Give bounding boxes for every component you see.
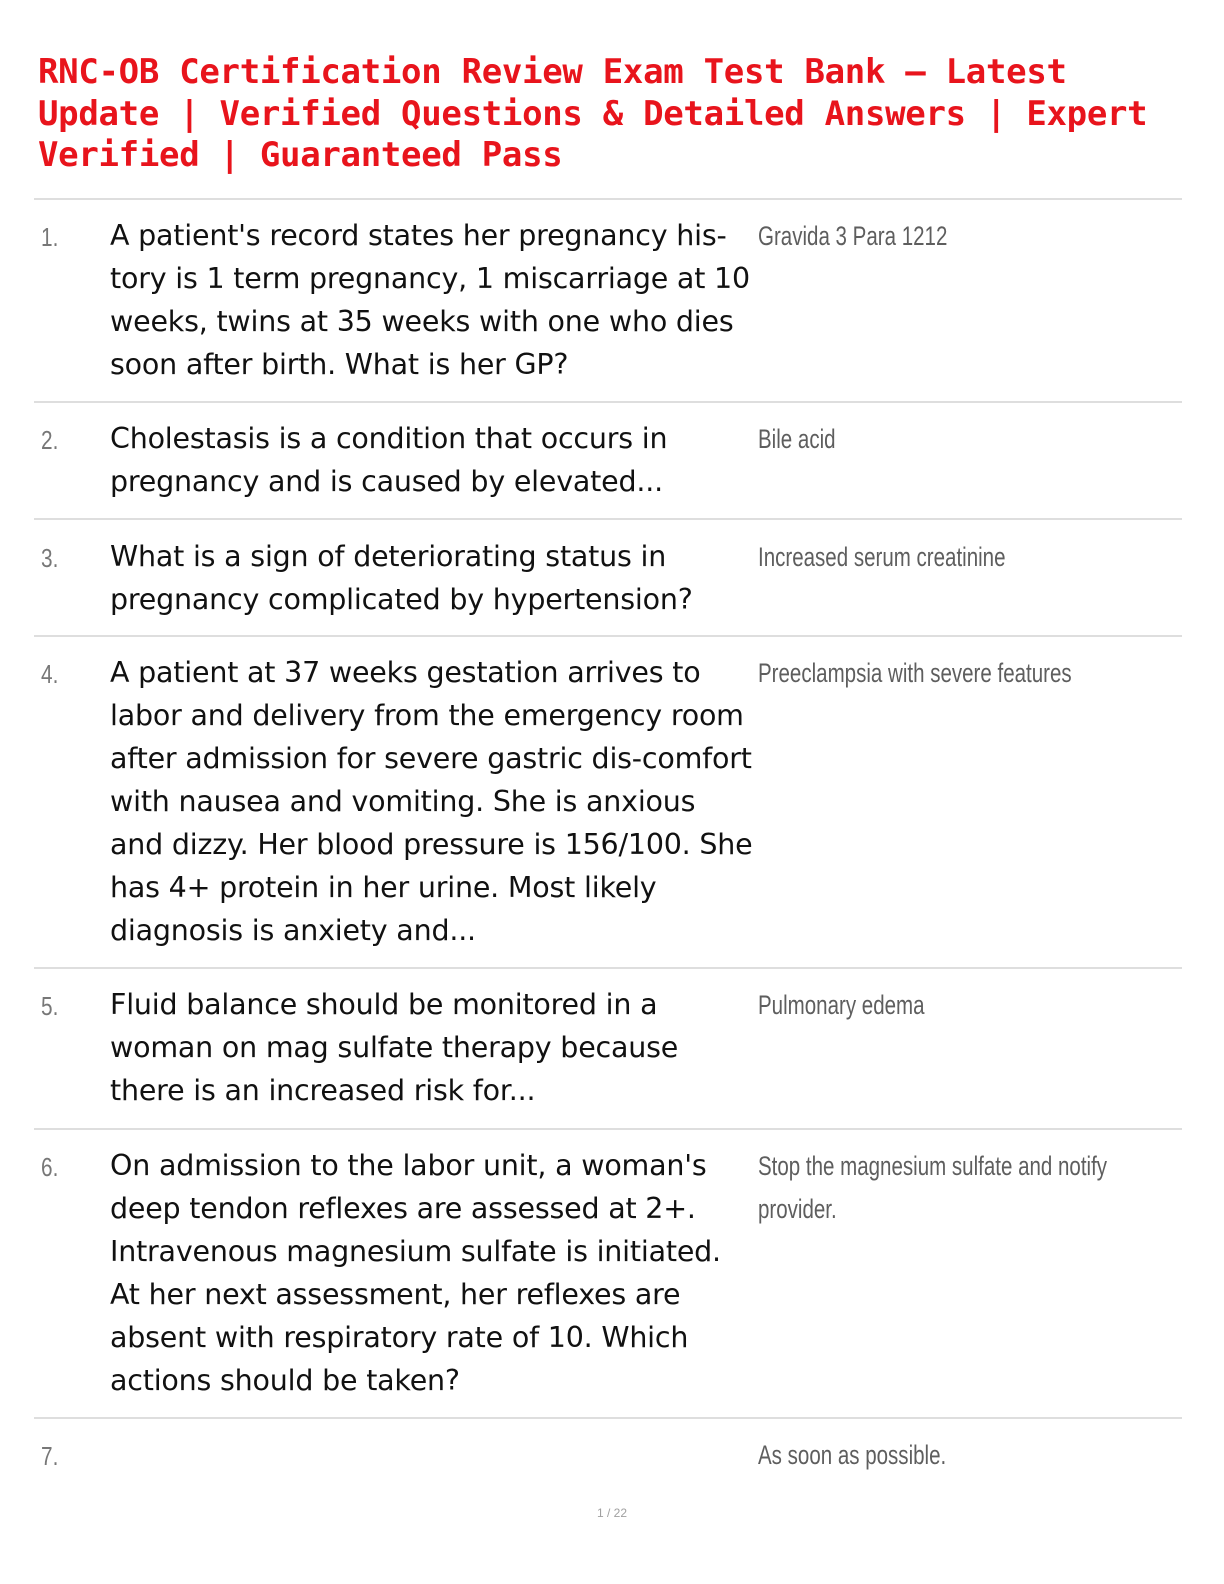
card-answer: As soon as possible.: [758, 1440, 947, 1470]
card-question: A patient at 37 weeks gestation arrives to labor and delivery from the emergency room after admission for severe gastric dis-comfort with nausea and vomiting. She is anxious and dizzy. Her blood pressure is 156/100. She has 4+ protein in her urine. Most likely diagnosis is anxiety and...: [110, 656, 753, 947]
card-number: 5.: [41, 991, 59, 1021]
document-title: RNC-OB Certification Review Exam Test Bank – Latest Update | Verified Questions & Detailed Answers | Expert Verified | Guaranteed Pass: [38, 52, 1148, 175]
card-question: Fluid balance should be monitored in a woman on mag sulfate therapy because there is an increased risk for...: [110, 988, 679, 1107]
divider: [34, 198, 1182, 200]
card-answer: Gravida 3 Para 1212: [758, 221, 948, 251]
divider: [34, 967, 1182, 969]
divider: [34, 1417, 1182, 1419]
card-number: 3.: [41, 543, 59, 573]
divider: [34, 401, 1182, 403]
divider: [34, 1128, 1182, 1130]
card-number: 6.: [41, 1152, 59, 1182]
card-number: 1.: [41, 222, 59, 252]
card-number: 2.: [41, 425, 59, 455]
page-indicator: 1 / 22: [596, 1506, 628, 1520]
card-answer: Stop the magnesium sulfate and notify provider.: [758, 1151, 1108, 1224]
card-answer: Pulmonary edema: [758, 990, 925, 1020]
divider: [34, 518, 1182, 520]
divider: [34, 635, 1182, 637]
card-answer: Increased serum creatinine: [758, 542, 1006, 572]
card-question: On admission to the labor unit, a woman's deep tendon reflexes are assessed at 2+. Intravenous magnesium sulfate is initiated. At her next assessment, her reflexes are absent with respiratory rate of 10. Which actions should be taken?: [110, 1149, 721, 1397]
card-answer: Preeclampsia with severe features: [758, 658, 1072, 688]
card-answer: Bile acid: [758, 424, 836, 454]
card-number: 7.: [41, 1441, 59, 1471]
card-number: 4.: [41, 659, 59, 689]
card-question: A patient's record states her pregnancy his-tory is 1 term pregnancy, 1 miscarriage at 10 weeks, twins at 35 weeks with one who dies soon after birth. What is her GP?: [110, 219, 750, 381]
card-question: Cholestasis is a condition that occurs in pregnancy and is caused by elevated...: [110, 422, 668, 498]
card-question: What is a sign of deteriorating status in pregnancy complicated by hypertension?: [110, 540, 693, 616]
